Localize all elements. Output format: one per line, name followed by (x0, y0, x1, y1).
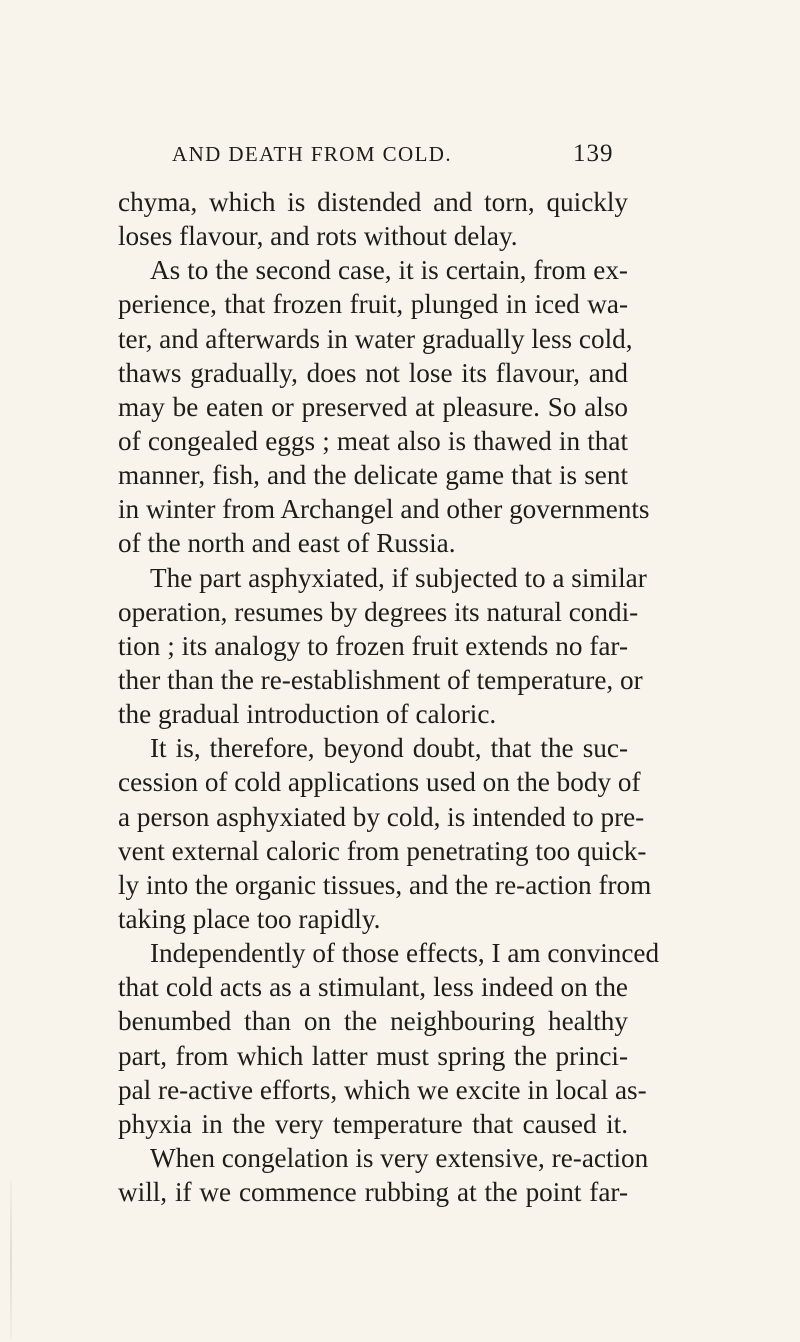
running-head: AND DEATH FROM COLD. (172, 142, 453, 166)
text-line: loses flavour, and rots without delay. (118, 221, 518, 252)
page-number: 139 (573, 140, 614, 167)
text-line: tion ; its analogy to frozen fruit extends no far- (118, 630, 628, 661)
body-text (118, 185, 660, 1209)
text-line: Independently of those effects, I am convinced (150, 938, 660, 969)
text-line: The part asphyxiated, if subjected to a similar (150, 562, 647, 593)
text-line: thaws gradually, does not lose its flavour, and (118, 357, 628, 388)
text-line: the gradual introduction of caloric. (118, 699, 497, 730)
text-line: of congealed eggs ; meat also is thawed in that (118, 425, 628, 456)
text-line: pal re-active efforts, which we excite in local as- (118, 1074, 647, 1105)
text-line: may be eaten or preserved at pleasure. So also (118, 391, 628, 422)
text-line: ly into the organic tissues, and the re-action from (118, 869, 652, 900)
text-line: phyxia in the very temperature that caused it. (118, 1108, 628, 1139)
text-line: of the north and east of Russia. (118, 528, 456, 559)
text-line: operation, resumes by degrees its natural condi- (118, 596, 639, 627)
text-line: will, if we commence rubbing at the point far- (118, 1177, 628, 1208)
text-line: ter, and afterwards in water gradually less cold, (118, 323, 633, 354)
text-line: that cold acts as a stimulant, less indeed on the (118, 972, 628, 1003)
text-line: a person asphyxiated by cold, is intended to pre- (118, 801, 645, 832)
text-line: ther than the re-establishment of temperature, or (118, 664, 643, 695)
text-line: part, from which latter must spring the princi- (118, 1040, 628, 1071)
page-gutter-shadow (10, 1180, 12, 1340)
text-line: cession of cold applications used on the body of (118, 767, 641, 798)
text-line: in winter from Archangel and other governments (118, 494, 650, 525)
text-line: As to the second case, it is certain, from ex- (150, 255, 628, 286)
text-line: When congelation is very extensive, re-action (150, 1142, 649, 1173)
text-line: manner, fish, and the delicate game that is sent (118, 460, 628, 491)
text-line: perience, that frozen fruit, plunged in iced wa- (118, 289, 628, 320)
text-line: vent external caloric from penetrating too quick- (118, 835, 647, 866)
text-line: It is, therefore, beyond doubt, that the suc- (150, 733, 628, 764)
text-line: chyma, which is distended and torn, quickly (118, 187, 628, 217)
text-line: benumbed than on the neighbouring healthy (118, 1006, 628, 1037)
text-line: taking place too rapidly. (118, 903, 381, 934)
